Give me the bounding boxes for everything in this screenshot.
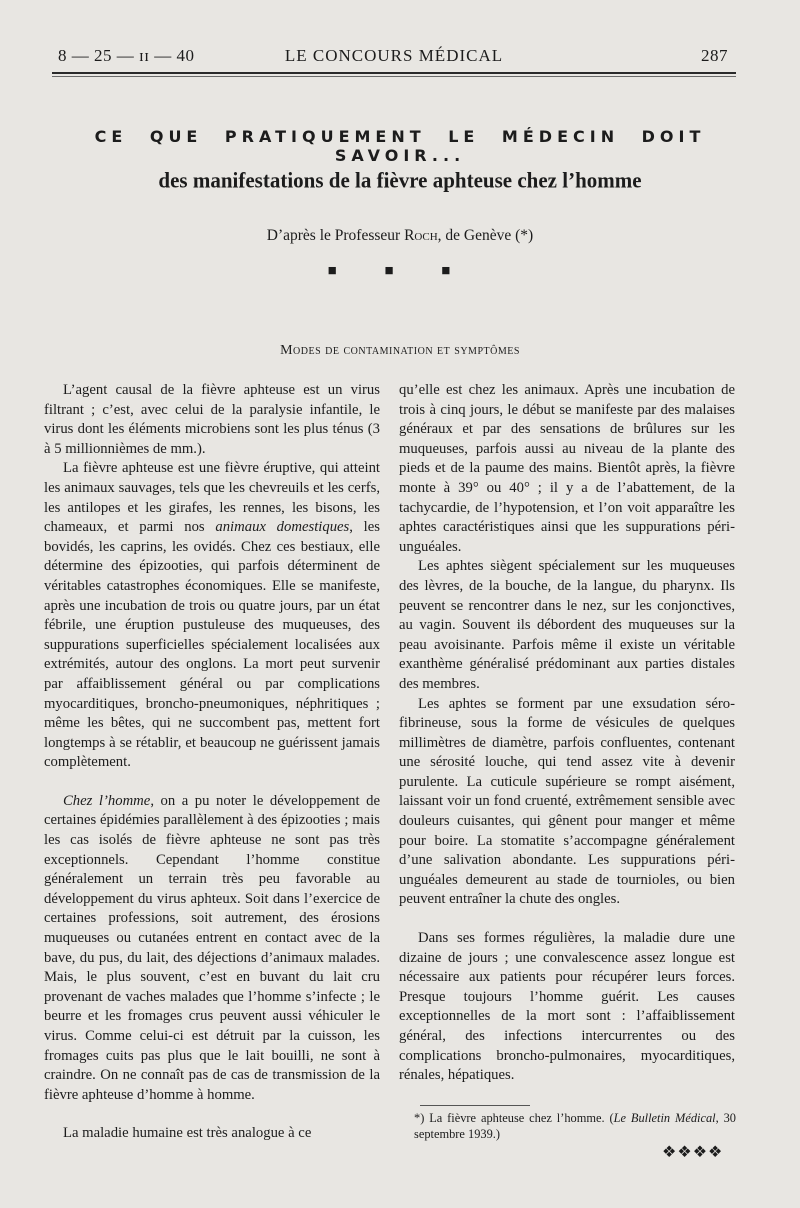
header-rule-thin — [52, 76, 736, 77]
issue-date: 8 — 25 — ɪɪ — 40 — [58, 46, 195, 65]
paragraph-gap — [399, 910, 735, 929]
text-run: La fièvre aphteuse est une fièvre éruptive, qui atteint les animaux sauvages, tels que les chevreuils et les cerfs, les antilopes et les girafes, les rennes, les bisons, les chameaux, et parmi nos — [44, 460, 380, 536]
footnote-text: *) La fièvre aphteuse chez l’homme. ( — [414, 1111, 614, 1125]
section-ornament: ■ ■ ■ — [327, 263, 473, 279]
header-rule — [52, 72, 736, 74]
right-column — [399, 381, 735, 1086]
running-header — [58, 44, 730, 72]
paragraph: L’agent causal de la fièvre aphteuse est un virus filtrant ; c’est, avec celui de la paralysie infantile, le virus dont les éléments microbiens sont les plus ténus (3 à 5 millionnièmes de mm.). — [44, 382, 380, 457]
byline-prefix: D’après le Professeur — [266, 227, 401, 244]
end-ornament: ❖❖❖❖ — [662, 1144, 724, 1161]
paragraph: La maladie humaine est très analogue à ce — [63, 1125, 312, 1142]
text-run: , les bovidés, les caprins, les ovidés. Chez ces bestiaux, elle détermine des épizooties, qui parfois déterminent de véritables catastrophes économiques. Elle se manifeste, après une incubation de trois ou quatre jours, par un état fébrile, une éruption pustuleuse des muqueuses, des suppurations superficielles spécialement localisées aux extrémités, autour des onglons. La mort peut survenir par affaiblissement général ou par complications myocarditiques, broncho-pneumoniques, néphritiques ; même les bêtes, qui ne succombent pas, mettent fort longtemps à se rétablir, et beaucoup ne guérissent jamais complètement. — [44, 519, 380, 771]
footnote-date: , 30 septembre 1939.) — [414, 1111, 736, 1141]
paragraph: Dans ses formes régulières, la maladie dure une dizaine de jours ; une convalescence assez longue est nécessaire aux patients pour récupérer leurs forces. Presque toujours l’homme guérit. Les causes exceptionnelles de la mort sont : l’affaiblissement général, des infections intercurrentes ou des complications broncho-pulmonaires, myocarditiques, rénales, hépatiques. — [399, 930, 735, 1084]
footnote-source: Le Bulletin Médical — [613, 1111, 716, 1125]
footnote — [414, 1110, 736, 1142]
journal-title: LE CONCOURS MÉDICAL — [284, 46, 504, 65]
article-kicker: CE QUE PRATIQUEMENT LE MÉDECIN DOIT SAVOIR... — [94, 127, 706, 165]
emphasis: animaux domestiques — [215, 519, 350, 536]
author-name: Roch — [404, 227, 438, 244]
paragraph — [44, 459, 380, 773]
footnote-rule — [420, 1105, 530, 1106]
page-number: 287 — [701, 46, 728, 65]
article-title: des manifestations de la fièvre aphteuse chez l’homme — [158, 167, 642, 193]
emphasis: Chez l’homme — [63, 792, 151, 809]
byline — [40, 227, 760, 245]
paragraph: Les aphtes siègent spécialement sur les muqueuses des lèvres, de la bouche, de la langue, du pharynx. Ils peuvent se rencontrer dans le nez, sur les conjonctives, au vagin. Souvent ils débordent des muqueuses sur la peau avoisinante. Parfois même il existe un véritable exanthème généralisé prédominant aux parties distales des membres. — [399, 558, 735, 692]
paragraph-gap — [44, 773, 380, 792]
paragraph-gap — [44, 1105, 380, 1124]
paragraph: qu’elle est chez les animaux. Après une incubation de trois à cinq jours, le début se manifeste par des malaises généraux et par des sensations de brûlures sur les muqueuses, parfois aussi au niveau de la plante des pieds et de la paume des mains. Bientôt après, la fièvre monte à 39° ou 40° ; il y a de l’abattement, de la tachycardie, de l’hypotension, et l’on voit apparaître les aphtes caractéristiques ainsi que les suppurations péri-unguéales. — [399, 382, 735, 555]
section-heading — [40, 343, 760, 359]
left-column — [44, 381, 380, 1144]
paragraph — [44, 792, 380, 1106]
text-run: , on a pu noter le développement de certaines épidémies parallèlement à des épizooties ; mais les cas isolés de fièvre aphteuse ne sont pas très exceptionnels. Cependant l’homme constitue généralement un terrain très peu favorable au développement du virus aphteux. Soit dans l’exercice de certaines professions, soit autrement, des érosions muqueuses ou cutanées entrent en contact avec de la bave, du pus, du lait, des déjections d’animaux malades. Mais, le plus souvent, c’est en buvant du lait cru provenant de vaches malades que l’homme s’infecte ; le beurre et les fromages crus peuvent aussi véhiculer le virus. Comme celui-ci est détruit par la cuisson, les fromages cuits pas plus que le lait bouilli, ne sont à craindre. On ne connaît pas de cas de transmission de la fièvre aphteuse d’homme à homme. — [44, 792, 380, 1103]
paragraph: Les aphtes se forment par une exsudation séro-fibrineuse, sous la forme de vésicules de quelques millimètres de diamètre, parfois confluentes, contenant une sérosité louche, qui tend assez vite à devenir purulente. La cuticule supérieure se rompt aisément, laissant voir un fond cruenté, extrêmement sensible avec douleurs cuisantes, qui gênent pour manger et même pour boire. La stomatite s’accompagne généralement d’une salivation abondante. Les suppurations péri-unguéales demeurent au stade de tournioles, ou bien peuvent entraîner la chute des ongles. — [399, 695, 735, 908]
byline-suffix: , de Genève (*) — [437, 227, 534, 244]
section-heading-text: Modes de contamination et symptômes — [280, 343, 520, 358]
